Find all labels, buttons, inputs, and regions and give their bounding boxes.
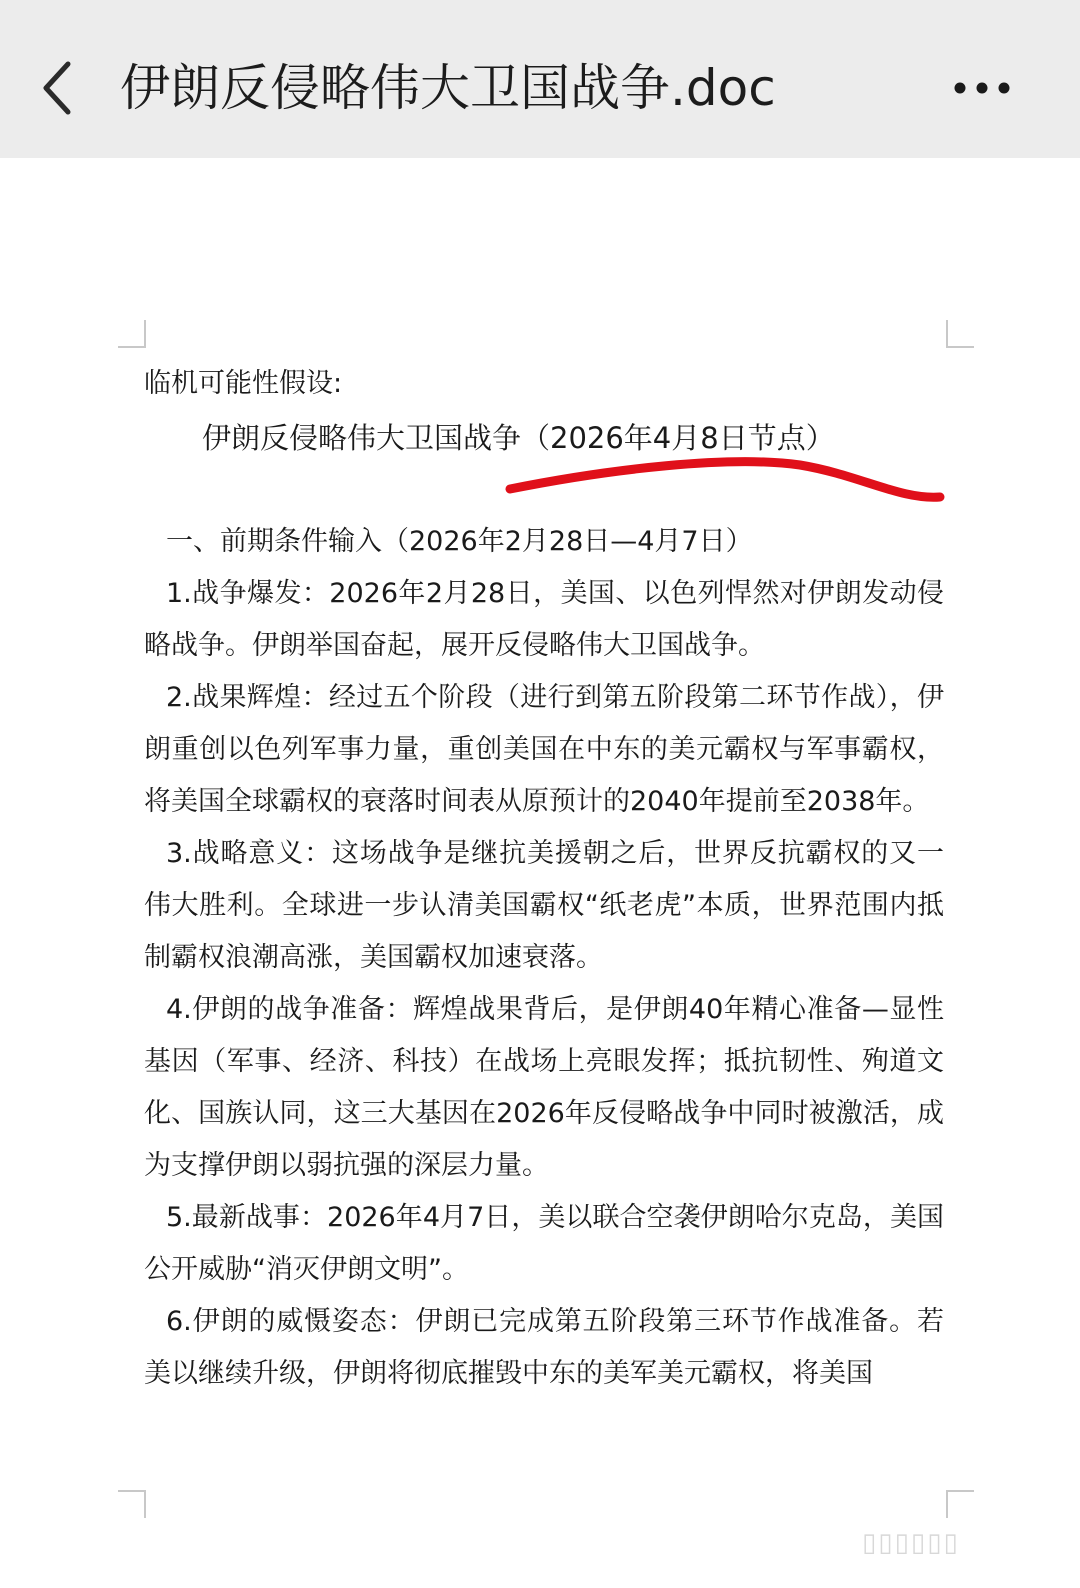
paragraph-2: 2.战果辉煌：经过五个阶段（进行到第五阶段第二环节作战），伊朗重创以色列军事力量，重创美国在中东的美元霸权与军事霸权，将美国全球霸权的衰落时间表从原预计的2040年提前至2038年。: [144, 682, 944, 817]
page-corner-marker: [946, 320, 974, 348]
back-button[interactable]: [30, 50, 90, 126]
document-page[interactable]: [0, 158, 1080, 1588]
chevron-left-icon: [30, 50, 90, 126]
watermark: ▯▯▯▯▯▯: [862, 1528, 960, 1558]
paragraph-5: 5.最新战事：2026年4月7日，美以联合空袭伊朗哈尔克岛，美国公开威胁“消灭伊朗文明”。: [144, 1202, 944, 1285]
document-title: 伊朗反侵略伟大卫国战争.doc: [120, 59, 776, 117]
paragraph-1: 1.战争爆发：2026年2月28日，美国、以色列悍然对伊朗发动侵略战争。伊朗举国奋起，展开反侵略伟大卫国战争。: [144, 578, 944, 661]
page-corner-marker: [118, 1490, 146, 1518]
paragraph-4: 4.伊朗的战争准备：辉煌战果背后，是伊朗40年精心准备—显性基因（军事、经济、科技）在战场上亮眼发挥；抵抗韧性、殉道文化、国族认同，这三大基因在2026年反侵略战争中同时被激活，成为支撑伊朗以弱抗强的深层力量。: [144, 994, 944, 1181]
document-heading: 伊朗反侵略伟大卫国战争（2026年4月8日节点）: [202, 421, 835, 455]
document-body: [144, 358, 944, 1400]
page-corner-marker: [946, 1490, 974, 1518]
top-bar: [0, 0, 1080, 158]
paragraph-3: 3.战略意义：这场战争是继抗美援朝之后，世界反抗霸权的又一伟大胜利。全球进一步认清美国霸权“纸老虎”本质，世界范围内抵制霸权浪潮高涨，美国霸权加速衰落。: [144, 838, 944, 973]
more-horizontal-icon: [944, 66, 1024, 110]
document-label: 临机可能性假设:: [144, 368, 343, 399]
more-options-button[interactable]: [944, 66, 1024, 110]
section-title: 一、前期条件输入（2026年2月28日—4月7日）: [166, 526, 753, 557]
paragraph-6: 6.伊朗的威慑姿态：伊朗已完成第五阶段第三环节作战准备。若美以继续升级，伊朗将彻底摧毁中东的美军美元霸权，将美国: [144, 1306, 944, 1389]
page-corner-marker: [118, 320, 146, 348]
